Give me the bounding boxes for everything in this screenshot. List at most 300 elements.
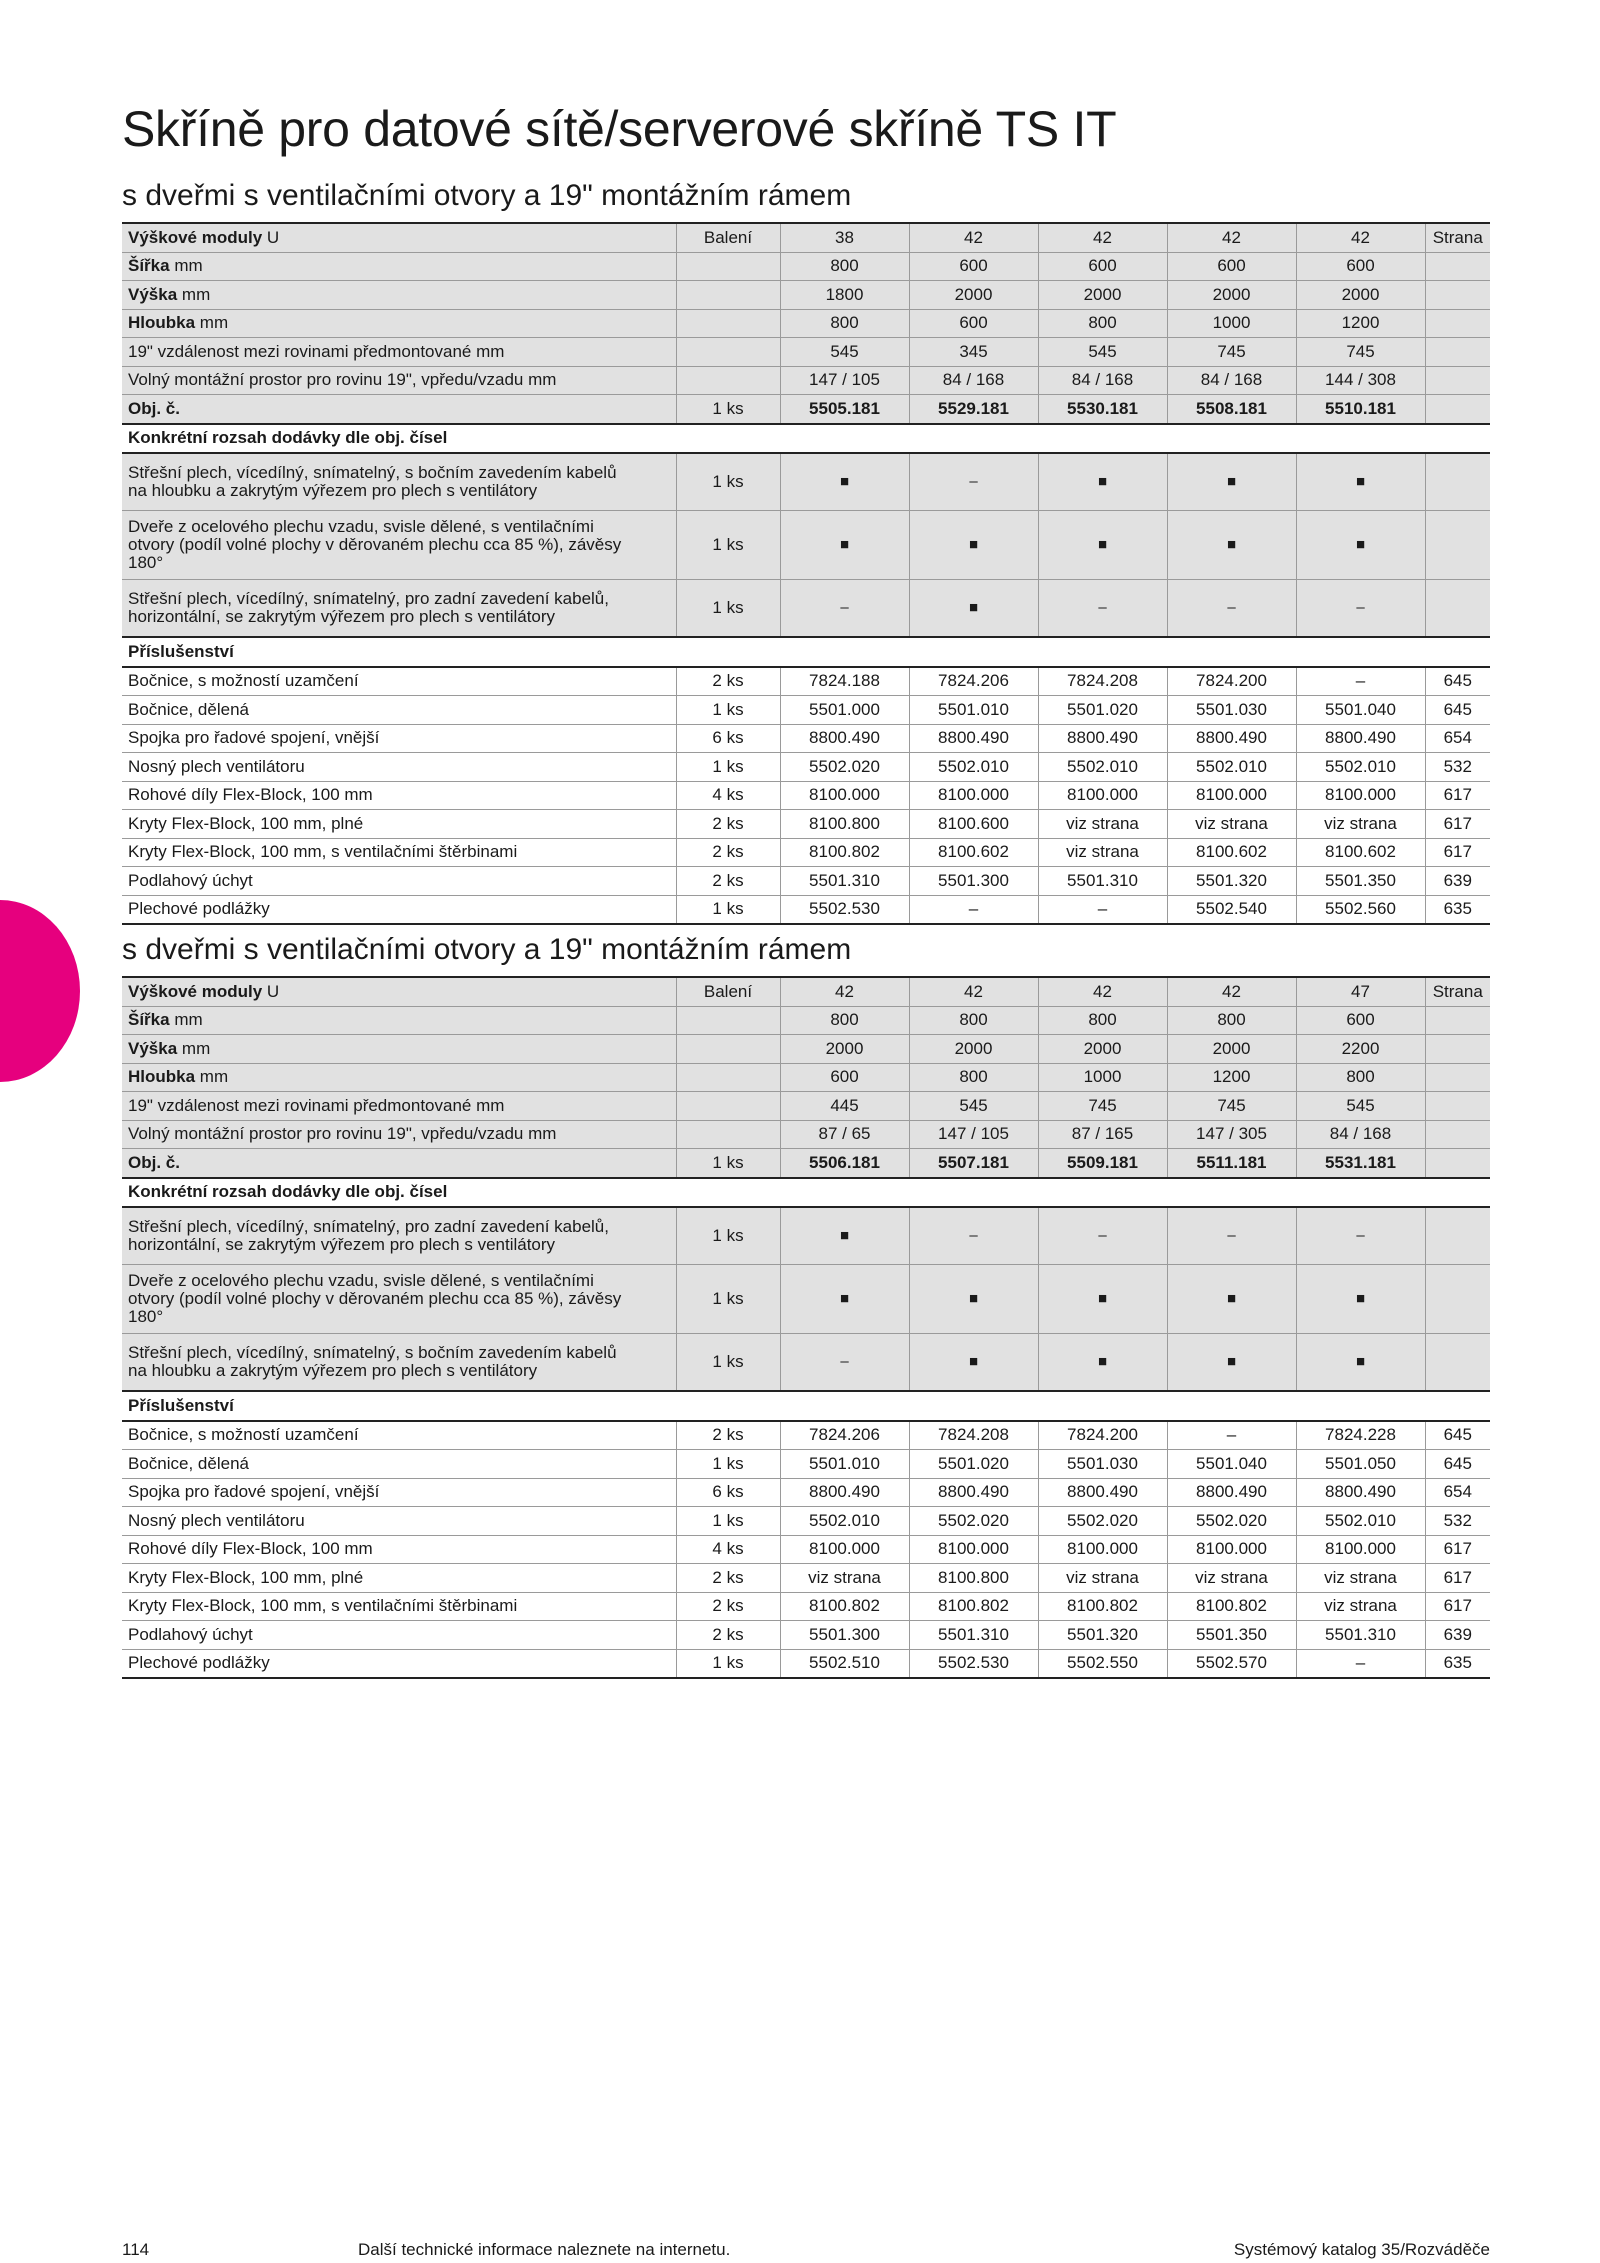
section-heading: s dveřmi s ventilačními otvory a 19" montážním rámem bbox=[122, 933, 852, 966]
accessory-number: 5501.040 bbox=[1167, 1450, 1296, 1479]
accessory-number: 8100.000 bbox=[1038, 1535, 1167, 1564]
accessory-row bbox=[122, 753, 1490, 782]
accessory-number: 7824.228 bbox=[1296, 1421, 1425, 1450]
page-cell bbox=[1425, 1006, 1490, 1035]
dim-row bbox=[122, 1120, 1490, 1149]
accessory-number: 8100.000 bbox=[1167, 781, 1296, 810]
accessory-number: 5501.310 bbox=[780, 867, 909, 896]
row-label bbox=[122, 1035, 676, 1064]
accessory-number: 7824.206 bbox=[909, 667, 1038, 696]
accessory-label: Rohové díly Flex-Block, 100 mm bbox=[122, 781, 676, 810]
row-label-text: Šířka bbox=[128, 256, 170, 276]
page-cell bbox=[1425, 252, 1490, 281]
accessory-row bbox=[122, 838, 1490, 867]
accessory-number: 8100.000 bbox=[780, 1535, 909, 1564]
accessory-row bbox=[122, 1621, 1490, 1650]
module-value: 47 bbox=[1296, 977, 1425, 1006]
accessory-number: 8800.490 bbox=[1167, 1478, 1296, 1507]
page-reference: 532 bbox=[1425, 753, 1490, 782]
accessory-number: 8100.000 bbox=[1296, 1535, 1425, 1564]
row-label-text: Výškové moduly bbox=[128, 227, 263, 247]
scope-label-line: horizontální, se zakrytým výřezem pro plech s ventilátory bbox=[128, 1235, 556, 1254]
pack-cell: 1 ks bbox=[676, 753, 780, 782]
accessory-number: 8100.000 bbox=[1296, 781, 1425, 810]
order-number: 5510.181 bbox=[1296, 395, 1425, 424]
accessory-number: 5501.320 bbox=[1038, 1621, 1167, 1650]
accessory-number: 7824.188 bbox=[780, 667, 909, 696]
page-cell bbox=[1425, 366, 1490, 395]
accessory-label: Plechové podlážky bbox=[122, 895, 676, 924]
page-reference: 635 bbox=[1425, 1649, 1490, 1678]
included-mark: ■ bbox=[1167, 453, 1296, 511]
accessory-row bbox=[122, 1535, 1490, 1564]
dim-value: 2000 bbox=[780, 1035, 909, 1064]
scope-label bbox=[122, 453, 676, 511]
header-row bbox=[122, 223, 1490, 252]
accessory-number: – bbox=[909, 895, 1038, 924]
page-reference: 617 bbox=[1425, 781, 1490, 810]
module-value: 42 bbox=[1167, 977, 1296, 1006]
page-cell bbox=[1425, 580, 1490, 638]
not-included-mark: – bbox=[1038, 1207, 1167, 1265]
accessory-number: 5502.560 bbox=[1296, 895, 1425, 924]
accessory-label: Spojka pro řadové spojení, vnější bbox=[122, 724, 676, 753]
module-value: 42 bbox=[1167, 223, 1296, 252]
scope-label-line: otvory (podíl volné plochy v děrovaném plechu cca 85 %), závěsy bbox=[128, 1289, 622, 1308]
order-number: 5506.181 bbox=[780, 1149, 909, 1178]
pack-header: Balení bbox=[676, 977, 780, 1006]
included-mark: ■ bbox=[1167, 1265, 1296, 1334]
not-included-mark: – bbox=[780, 1334, 909, 1392]
dim-value: 800 bbox=[780, 309, 909, 338]
pack-cell: 4 ks bbox=[676, 1535, 780, 1564]
accessory-number: 5501.350 bbox=[1167, 1621, 1296, 1650]
header-row bbox=[122, 977, 1490, 1006]
order-label: Obj. č. bbox=[122, 395, 676, 424]
accessory-number: 5501.020 bbox=[1038, 696, 1167, 725]
dim-value: 745 bbox=[1296, 338, 1425, 367]
included-mark: ■ bbox=[1038, 1265, 1167, 1334]
scope-row bbox=[122, 580, 1490, 638]
dim-value: 2000 bbox=[1167, 1035, 1296, 1064]
row-label-text: Výška bbox=[128, 284, 178, 304]
scope-row bbox=[122, 453, 1490, 511]
accessory-number: 5502.510 bbox=[780, 1649, 909, 1678]
page-cell bbox=[1425, 1334, 1490, 1392]
scope-label-line: otvory (podíl volné plochy v děrovaném plechu cca 85 %), závěsy bbox=[128, 535, 622, 554]
order-row bbox=[122, 395, 1490, 424]
dim-value: 1200 bbox=[1296, 309, 1425, 338]
scope-row bbox=[122, 1265, 1490, 1334]
accessory-label: Bočnice, dělená bbox=[122, 1450, 676, 1479]
dim-row bbox=[122, 281, 1490, 310]
dim-value: 745 bbox=[1167, 338, 1296, 367]
accessory-number: viz strana bbox=[1296, 1592, 1425, 1621]
accessory-number: 5501.030 bbox=[1038, 1450, 1167, 1479]
row-label: Volný montážní prostor pro rovinu 19", vpředu/vzadu mm bbox=[122, 366, 676, 395]
included-mark: ■ bbox=[1038, 453, 1167, 511]
order-number: 5529.181 bbox=[909, 395, 1038, 424]
accessory-number: 5502.530 bbox=[780, 895, 909, 924]
dim-value: 87 / 165 bbox=[1038, 1120, 1167, 1149]
scope-label-line: Střešní plech, vícedílný, snímatelný, s bočním zavedením kabelů bbox=[128, 1343, 617, 1362]
accessory-number: 5501.010 bbox=[909, 696, 1038, 725]
row-label-unit: mm bbox=[199, 313, 229, 333]
accessory-number: 8800.490 bbox=[1038, 724, 1167, 753]
scope-label-line: Dveře z ocelového plechu vzadu, svisle dělené, s ventilačními bbox=[128, 1271, 594, 1290]
page-header: Strana bbox=[1425, 977, 1490, 1006]
page-reference: 645 bbox=[1425, 1421, 1490, 1450]
accessory-number: 5502.020 bbox=[1038, 1507, 1167, 1536]
scope-label-line: Střešní plech, vícedílný, snímatelný, s bočním zavedením kabelů bbox=[128, 463, 617, 482]
pack-cell bbox=[676, 1120, 780, 1149]
accessory-number: 7824.208 bbox=[1038, 667, 1167, 696]
pack-cell: 2 ks bbox=[676, 1564, 780, 1593]
module-value: 42 bbox=[780, 977, 909, 1006]
page-reference: 639 bbox=[1425, 1621, 1490, 1650]
accessory-number: 8100.000 bbox=[1167, 1535, 1296, 1564]
accessory-number: 5502.010 bbox=[1038, 753, 1167, 782]
accessory-number: 5502.020 bbox=[909, 1507, 1038, 1536]
module-value: 42 bbox=[1038, 223, 1167, 252]
table-section-1 bbox=[122, 178, 1490, 925]
scope-label bbox=[122, 1207, 676, 1265]
pack-cell: 4 ks bbox=[676, 781, 780, 810]
dim-value: 147 / 305 bbox=[1167, 1120, 1296, 1149]
pack-cell bbox=[676, 1092, 780, 1121]
accessory-number: 5502.540 bbox=[1167, 895, 1296, 924]
pack-cell: 2 ks bbox=[676, 1421, 780, 1450]
page-cell bbox=[1425, 395, 1490, 424]
page-cell bbox=[1425, 1120, 1490, 1149]
accessory-number: 8800.490 bbox=[1038, 1478, 1167, 1507]
dim-value: 2000 bbox=[909, 281, 1038, 310]
accessory-number: 8100.802 bbox=[909, 1592, 1038, 1621]
accessory-number: 8100.602 bbox=[1296, 838, 1425, 867]
dim-value: 84 / 168 bbox=[1038, 366, 1167, 395]
page-cell bbox=[1425, 453, 1490, 511]
page-reference: 532 bbox=[1425, 1507, 1490, 1536]
footer-note: Další technické informace naleznete na internetu. bbox=[358, 2240, 731, 2259]
pack-cell: 1 ks bbox=[676, 696, 780, 725]
dim-value: 800 bbox=[909, 1063, 1038, 1092]
pack-cell: 1 ks bbox=[676, 1334, 780, 1392]
accessory-number: 8100.000 bbox=[909, 781, 1038, 810]
pack-cell bbox=[676, 309, 780, 338]
accessory-number: – bbox=[1038, 895, 1167, 924]
accessory-number: 8100.602 bbox=[1167, 838, 1296, 867]
accessory-number: viz strana bbox=[1038, 1564, 1167, 1593]
page-reference: 645 bbox=[1425, 1450, 1490, 1479]
footer-catalog: Systémový katalog 35/Rozváděče bbox=[1233, 2240, 1490, 2259]
not-included-mark: – bbox=[780, 580, 909, 638]
included-mark: ■ bbox=[909, 511, 1038, 580]
dim-row bbox=[122, 1063, 1490, 1092]
accessory-row bbox=[122, 667, 1490, 696]
accessory-row bbox=[122, 696, 1490, 725]
accessory-number: 8100.600 bbox=[909, 810, 1038, 839]
dim-row bbox=[122, 338, 1490, 367]
not-included-mark: – bbox=[1167, 1207, 1296, 1265]
accessory-number: 8800.490 bbox=[1296, 724, 1425, 753]
accessory-label: Kryty Flex-Block, 100 mm, s ventilačními štěrbinami bbox=[122, 1592, 676, 1621]
accessory-number: 5502.530 bbox=[909, 1649, 1038, 1678]
page-cell bbox=[1425, 1149, 1490, 1178]
scope-row bbox=[122, 1334, 1490, 1392]
page-header: Strana bbox=[1425, 223, 1490, 252]
accessory-number: 8100.800 bbox=[909, 1564, 1038, 1593]
accessory-number: viz strana bbox=[1296, 1564, 1425, 1593]
included-mark: ■ bbox=[1167, 511, 1296, 580]
dim-value: 800 bbox=[1038, 1006, 1167, 1035]
accessory-label: Kryty Flex-Block, 100 mm, plné bbox=[122, 1564, 676, 1593]
pack-cell bbox=[676, 338, 780, 367]
dim-row bbox=[122, 366, 1490, 395]
accessory-number: 8100.802 bbox=[1038, 1592, 1167, 1621]
accessory-number: 7824.200 bbox=[1167, 667, 1296, 696]
accessory-number: 5501.310 bbox=[909, 1621, 1038, 1650]
scope-label-line: na hloubku a zakrytým výřezem pro plech s ventilátory bbox=[128, 481, 538, 500]
page-cell bbox=[1425, 511, 1490, 580]
module-value: 42 bbox=[909, 977, 1038, 1006]
accessories-title: Příslušenství bbox=[122, 1391, 1490, 1421]
pack-cell bbox=[676, 1035, 780, 1064]
scope-row bbox=[122, 511, 1490, 580]
page-reference: 617 bbox=[1425, 810, 1490, 839]
page-reference: 617 bbox=[1425, 1564, 1490, 1593]
accessory-label: Podlahový úchyt bbox=[122, 867, 676, 896]
row-label-unit: mm bbox=[174, 1010, 203, 1030]
page-title: Skříně pro datové sítě/serverové skříně TS IT bbox=[122, 101, 1117, 157]
accessory-label: Bočnice, dělená bbox=[122, 696, 676, 725]
page-reference: 645 bbox=[1425, 696, 1490, 725]
accessory-number: 5501.310 bbox=[1296, 1621, 1425, 1650]
pack-cell: 1 ks bbox=[676, 1149, 780, 1178]
accessory-number: – bbox=[1167, 1421, 1296, 1450]
dim-value: 2000 bbox=[1038, 281, 1167, 310]
page-cell bbox=[1425, 1092, 1490, 1121]
accessory-row bbox=[122, 1478, 1490, 1507]
accessory-number: 5502.020 bbox=[1167, 1507, 1296, 1536]
pack-cell: 2 ks bbox=[676, 867, 780, 896]
page-cell bbox=[1425, 338, 1490, 367]
row-label: 19" vzdálenost mezi rovinami předmontované mm bbox=[122, 1092, 676, 1121]
dim-value: 745 bbox=[1167, 1092, 1296, 1121]
pack-cell: 1 ks bbox=[676, 1450, 780, 1479]
order-number: 5508.181 bbox=[1167, 395, 1296, 424]
not-included-mark: – bbox=[909, 453, 1038, 511]
accessory-number: 5502.020 bbox=[780, 753, 909, 782]
pack-cell: 1 ks bbox=[676, 1207, 780, 1265]
scope-label bbox=[122, 580, 676, 638]
dim-value: 2000 bbox=[1167, 281, 1296, 310]
dim-value: 800 bbox=[909, 1006, 1038, 1035]
row-label-unit: mm bbox=[181, 284, 211, 304]
accessory-number: 5501.020 bbox=[909, 1450, 1038, 1479]
pack-cell: 6 ks bbox=[676, 724, 780, 753]
dim-value: 545 bbox=[780, 338, 909, 367]
accessory-label: Spojka pro řadové spojení, vnější bbox=[122, 1478, 676, 1507]
pack-cell: 1 ks bbox=[676, 1507, 780, 1536]
page-reference: 635 bbox=[1425, 895, 1490, 924]
dim-value: 2200 bbox=[1296, 1035, 1425, 1064]
accessory-number: 5501.030 bbox=[1167, 696, 1296, 725]
dim-value: 800 bbox=[1296, 1063, 1425, 1092]
scope-label-line: Střešní plech, vícedílný, snímatelný, pro zadní zavedení kabelů, bbox=[128, 589, 609, 608]
accessory-label: Nosný plech ventilátoru bbox=[122, 1507, 676, 1536]
row-label bbox=[122, 223, 676, 252]
row-label: Volný montážní prostor pro rovinu 19", vpředu/vzadu mm bbox=[122, 1120, 676, 1149]
accessory-number: viz strana bbox=[1296, 810, 1425, 839]
order-row bbox=[122, 1149, 1490, 1178]
pack-cell: 1 ks bbox=[676, 1649, 780, 1678]
dim-value: 600 bbox=[1296, 252, 1425, 281]
scope-label bbox=[122, 1265, 676, 1334]
accessory-number: 7824.208 bbox=[909, 1421, 1038, 1450]
table-section-2 bbox=[122, 932, 1490, 1679]
page-reference: 654 bbox=[1425, 1478, 1490, 1507]
dim-value: 1200 bbox=[1167, 1063, 1296, 1092]
accent-circle bbox=[0, 900, 80, 1082]
page-reference: 617 bbox=[1425, 1592, 1490, 1621]
page-number: 114 bbox=[122, 2240, 150, 2259]
scope-label-line: 180° bbox=[128, 553, 164, 572]
accessory-number: 8100.800 bbox=[780, 810, 909, 839]
accessory-number: 5501.040 bbox=[1296, 696, 1425, 725]
accessory-row bbox=[122, 1450, 1490, 1479]
included-mark: ■ bbox=[1296, 453, 1425, 511]
pack-cell: 1 ks bbox=[676, 1265, 780, 1334]
row-label-text: Šířka bbox=[128, 1010, 170, 1030]
not-included-mark: – bbox=[1296, 580, 1425, 638]
accessory-number: 5502.010 bbox=[1296, 1507, 1425, 1536]
accessory-number: 8100.000 bbox=[1038, 781, 1167, 810]
accessory-number: 5501.010 bbox=[780, 1450, 909, 1479]
dim-value: 600 bbox=[780, 1063, 909, 1092]
accessory-number: 5502.010 bbox=[1167, 753, 1296, 782]
not-included-mark: – bbox=[1296, 1207, 1425, 1265]
included-mark: ■ bbox=[780, 1207, 909, 1265]
scope-row bbox=[122, 1207, 1490, 1265]
included-mark: ■ bbox=[1038, 1334, 1167, 1392]
page-reference: 617 bbox=[1425, 1535, 1490, 1564]
dim-value: 345 bbox=[909, 338, 1038, 367]
dim-value: 600 bbox=[909, 252, 1038, 281]
accessory-number: viz strana bbox=[1167, 810, 1296, 839]
accessory-number: – bbox=[1296, 667, 1425, 696]
page-reference: 639 bbox=[1425, 867, 1490, 896]
accessory-row bbox=[122, 781, 1490, 810]
dim-value: 147 / 105 bbox=[780, 366, 909, 395]
page-cell bbox=[1425, 1063, 1490, 1092]
dim-value: 800 bbox=[780, 252, 909, 281]
dim-value: 745 bbox=[1038, 1092, 1167, 1121]
accessory-number: 5501.310 bbox=[1038, 867, 1167, 896]
accessory-number: 5501.000 bbox=[780, 696, 909, 725]
included-mark: ■ bbox=[780, 453, 909, 511]
row-label-unit: U bbox=[266, 227, 280, 247]
page-cell bbox=[1425, 309, 1490, 338]
row-label-unit: U bbox=[266, 981, 280, 1001]
dim-value: 600 bbox=[1038, 252, 1167, 281]
pack-cell bbox=[676, 1006, 780, 1035]
dim-row bbox=[122, 1006, 1490, 1035]
accessory-row bbox=[122, 1649, 1490, 1678]
page-cell bbox=[1425, 1207, 1490, 1265]
dim-value: 800 bbox=[780, 1006, 909, 1035]
dim-value: 2000 bbox=[1296, 281, 1425, 310]
accessory-number: 5502.010 bbox=[1296, 753, 1425, 782]
row-label bbox=[122, 1006, 676, 1035]
accessory-number: 8100.000 bbox=[909, 1535, 1038, 1564]
scope-heading-row bbox=[122, 1178, 1490, 1208]
dim-value: 2000 bbox=[1038, 1035, 1167, 1064]
dim-value: 84 / 168 bbox=[1167, 366, 1296, 395]
order-number: 5530.181 bbox=[1038, 395, 1167, 424]
accessory-label: Podlahový úchyt bbox=[122, 1621, 676, 1650]
accessories-title: Příslušenství bbox=[122, 637, 1490, 667]
row-label bbox=[122, 977, 676, 1006]
dim-value: 87 / 65 bbox=[780, 1120, 909, 1149]
dim-value: 1800 bbox=[780, 281, 909, 310]
order-number: 5509.181 bbox=[1038, 1149, 1167, 1178]
dim-value: 545 bbox=[1296, 1092, 1425, 1121]
included-mark: ■ bbox=[1296, 1265, 1425, 1334]
accessory-number: 8100.802 bbox=[780, 1592, 909, 1621]
included-mark: ■ bbox=[1167, 1334, 1296, 1392]
scope-title: Konkrétní rozsah dodávky dle obj. čísel bbox=[122, 424, 1490, 454]
dim-value: 600 bbox=[909, 309, 1038, 338]
accessory-row bbox=[122, 1421, 1490, 1450]
accessory-label: Bočnice, s možností uzamčení bbox=[122, 667, 676, 696]
page-cell bbox=[1425, 1035, 1490, 1064]
dim-value: 545 bbox=[909, 1092, 1038, 1121]
accessories-heading-row bbox=[122, 1391, 1490, 1421]
accessory-number: viz strana bbox=[1167, 1564, 1296, 1593]
spec-table bbox=[122, 976, 1490, 1679]
order-number: 5507.181 bbox=[909, 1149, 1038, 1178]
pack-cell: 2 ks bbox=[676, 810, 780, 839]
included-mark: ■ bbox=[780, 1265, 909, 1334]
included-mark: ■ bbox=[1296, 1334, 1425, 1392]
accessory-number: 8800.490 bbox=[1167, 724, 1296, 753]
accessory-number: 5502.570 bbox=[1167, 1649, 1296, 1678]
accessory-number: 8100.802 bbox=[780, 838, 909, 867]
accessory-row bbox=[122, 895, 1490, 924]
pack-cell bbox=[676, 281, 780, 310]
dim-value: 800 bbox=[1038, 309, 1167, 338]
accessory-number: 8100.802 bbox=[1167, 1592, 1296, 1621]
accessory-number: viz strana bbox=[780, 1564, 909, 1593]
order-number: 5505.181 bbox=[780, 395, 909, 424]
scope-label-line: Střešní plech, vícedílný, snímatelný, pro zadní zavedení kabelů, bbox=[128, 1217, 609, 1236]
accessory-number: 5501.350 bbox=[1296, 867, 1425, 896]
row-label-text: Výška bbox=[128, 1038, 178, 1058]
pack-cell: 6 ks bbox=[676, 1478, 780, 1507]
page-reference: 617 bbox=[1425, 838, 1490, 867]
accessory-number: 8800.490 bbox=[780, 1478, 909, 1507]
accessory-number: 5502.010 bbox=[780, 1507, 909, 1536]
dim-value: 147 / 105 bbox=[909, 1120, 1038, 1149]
section-heading: s dveřmi s ventilačními otvory a 19" montážním rámem bbox=[122, 179, 852, 212]
scope-label-line: 180° bbox=[128, 1307, 164, 1326]
pack-cell bbox=[676, 252, 780, 281]
row-label-unit: mm bbox=[174, 256, 203, 276]
page-reference: 654 bbox=[1425, 724, 1490, 753]
pack-cell: 1 ks bbox=[676, 895, 780, 924]
row-label-text: Hloubka bbox=[128, 1067, 196, 1087]
order-number: 5531.181 bbox=[1296, 1149, 1425, 1178]
